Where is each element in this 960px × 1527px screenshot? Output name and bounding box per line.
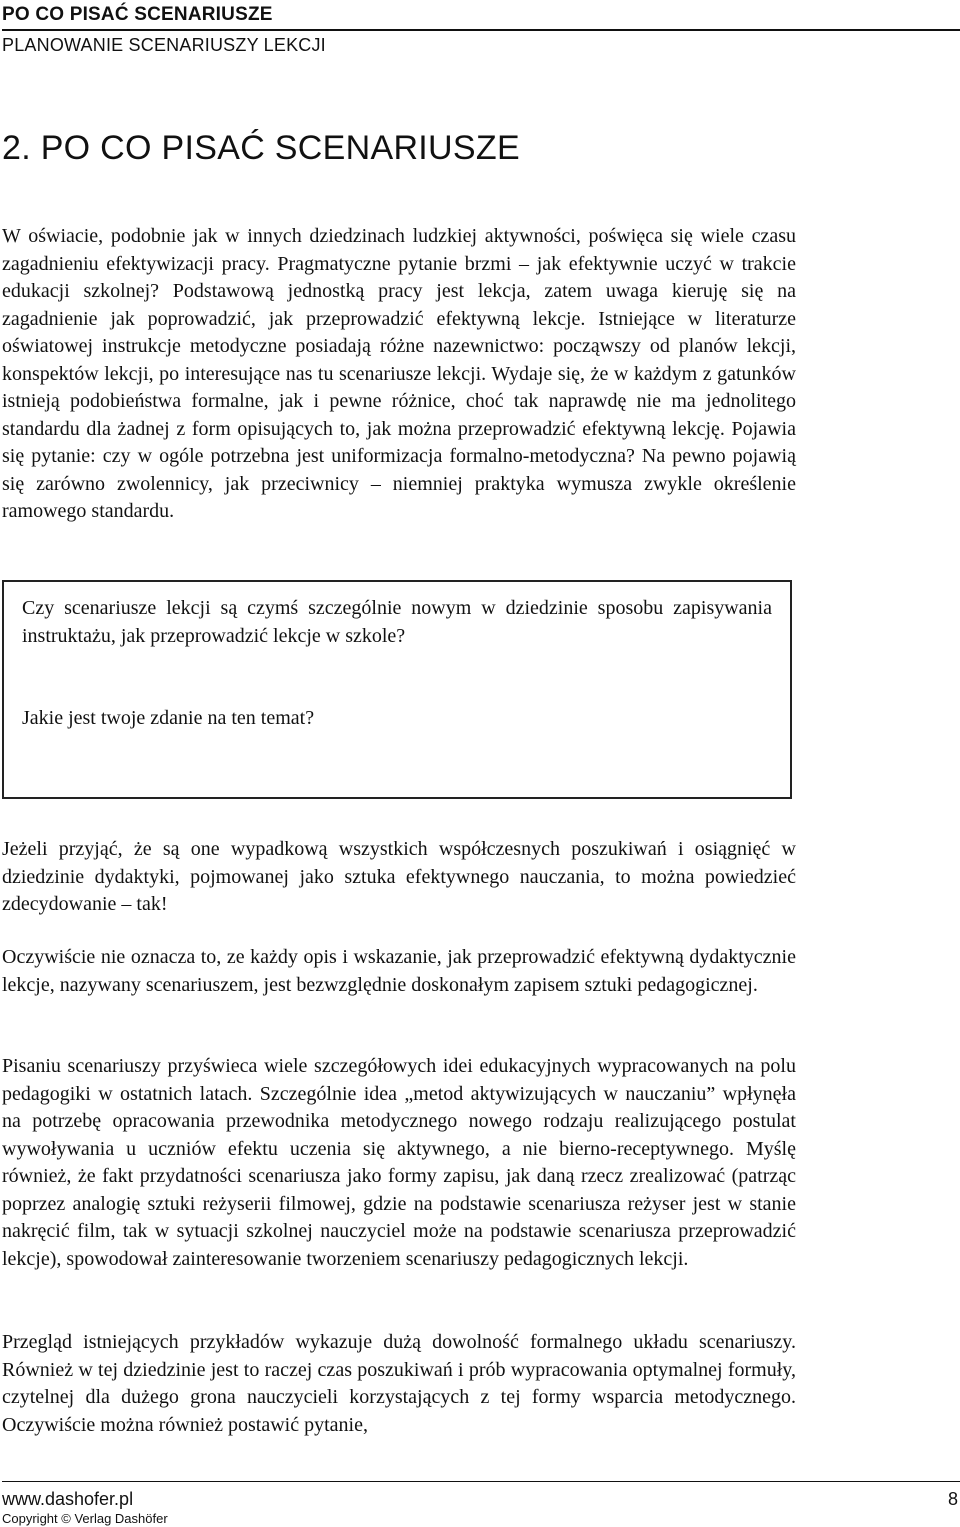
exercise-prompt: Jakie jest twoje zdanie na ten temat? [22,707,315,729]
paragraph-caveat: Oczywiście nie oznacza to, ze każdy opis i wskazanie, jak przeprowadzić efektywną dydaktycznie lekcje, nazywany scenariuszem, jest bezwzględnie doskonałym zapisem sztuki pedagogicznej. [2,946,796,996]
copyright-notice: Copyright © Verlag Dashöfer [2,1511,168,1526]
chapter-title: 2. PO CO PISAĆ SCENARIUSZE [2,129,520,167]
running-header-title: PO CO PISAĆ SCENARIUSZE [2,4,273,25]
running-header-subtitle: PLANOWANIE SCENARIUSZY LEKCJI [2,35,326,55]
exercise-question: Czy scenariusze lekcji są czymś szczególnie nowym w dziedzinie sposobu zapisywania instruktażu, jak przeprowadzić lekcje w szkole? [22,597,772,647]
exercise-box [2,580,792,799]
running-header [2,4,960,56]
paragraph-intro: W oświacie, podobnie jak w innych dziedzinach ludzkiej aktywności, poświęca się wiele czasu zagadnieniu efektywizacji pracy. Pragmatyczne pytanie brzmi – jak efektywnie uczyć w trakcie edukacji szkolnej? Podstawową jednostką pracy jest lekcja, zatem uwaga kieruję się na zagadnienie jak poprowadzić, jak przeprowadzić efektywną lekcje. Istniejące w literaturze oświatowej instrukcje metodyczne posiadają różne nazewnictwo: począwszy od planów lekcji, konspektów lekcji, po interesujące nas tu scenariusze lekcji. Wydaje się, że w każdym z gatunków istnieją podobieństwa formalne, jak i pewne różnice, choć tak naprawdę nie ma jednolitego standardu dla żadnej z form opisujących to, jak można przeprowadzić efektywną lekcję. Pojawia się pytanie: czy w ogóle potrzebna jest uniformizacja formalno-metodyczna? Na pewno pojawią się zarówno zwolennicy, jak przeciwnicy – niemniej praktyka wymusza zwykle określenie ramowego standardu. [2,225,796,522]
page-number: 8 [947,1489,958,1509]
footer-url-link[interactable]: www.dashofer.pl [2,1489,134,1509]
header-divider [2,29,960,31]
footer-divider [2,1481,960,1482]
paragraph-ideas: Pisaniu scenariuszy przyświeca wiele szczegółowych idei edukacyjnych wypracowanych na polu pedagogiki w ostatnich latach. Szczególnie idea „metod aktywizujących w nauczaniu” wpłynęła na potrzebę opracowania przewodnika metodycznego nowego rodzaju realizującego postulat wywoływania u uczniów efektu uczenia się aktywnego, a nie bierno-receptywnego. Myślę również, że fakt przydatności scenariusza jako formy zapisu, jak daną rzecz zrealizować (patrząc poprzez analogię sztuki reżyserii filmowej, gdzie na podstawie scenariusza reżyser jest w stanie nakręcić film, tak w sytuacji szkolnej nauczyciel może na podstawie scenariusza przeprowadzić lekcje), spowodował zainteresowanie tworzeniem scenariuszy pedagogicznych lekcji. [2,1055,796,1270]
paragraph-review: Przegląd istniejących przykładów wykazuje dużą dowolność formalnego układu scenariuszy. Również w tej dziedzinie jest to raczej czas poszukiwań i prób wypracowania optymalnej formuły, czytelnej dla dużego grona nauczycieli korzystających z tej formy wsparcia metodycznego. Oczywiście można również postawić pytanie, [2,1331,796,1436]
page-footer [0,1481,960,1526]
paragraph-answer: Jeżeli przyjąć, że są one wypadkową wszystkich współczesnych poszukiwań i osiągnięć w dziedzinie dydaktyki, pojmowanej jako sztuka efektywnego nauczania, to można powiedzieć zdecydowanie – tak! [2,838,796,915]
